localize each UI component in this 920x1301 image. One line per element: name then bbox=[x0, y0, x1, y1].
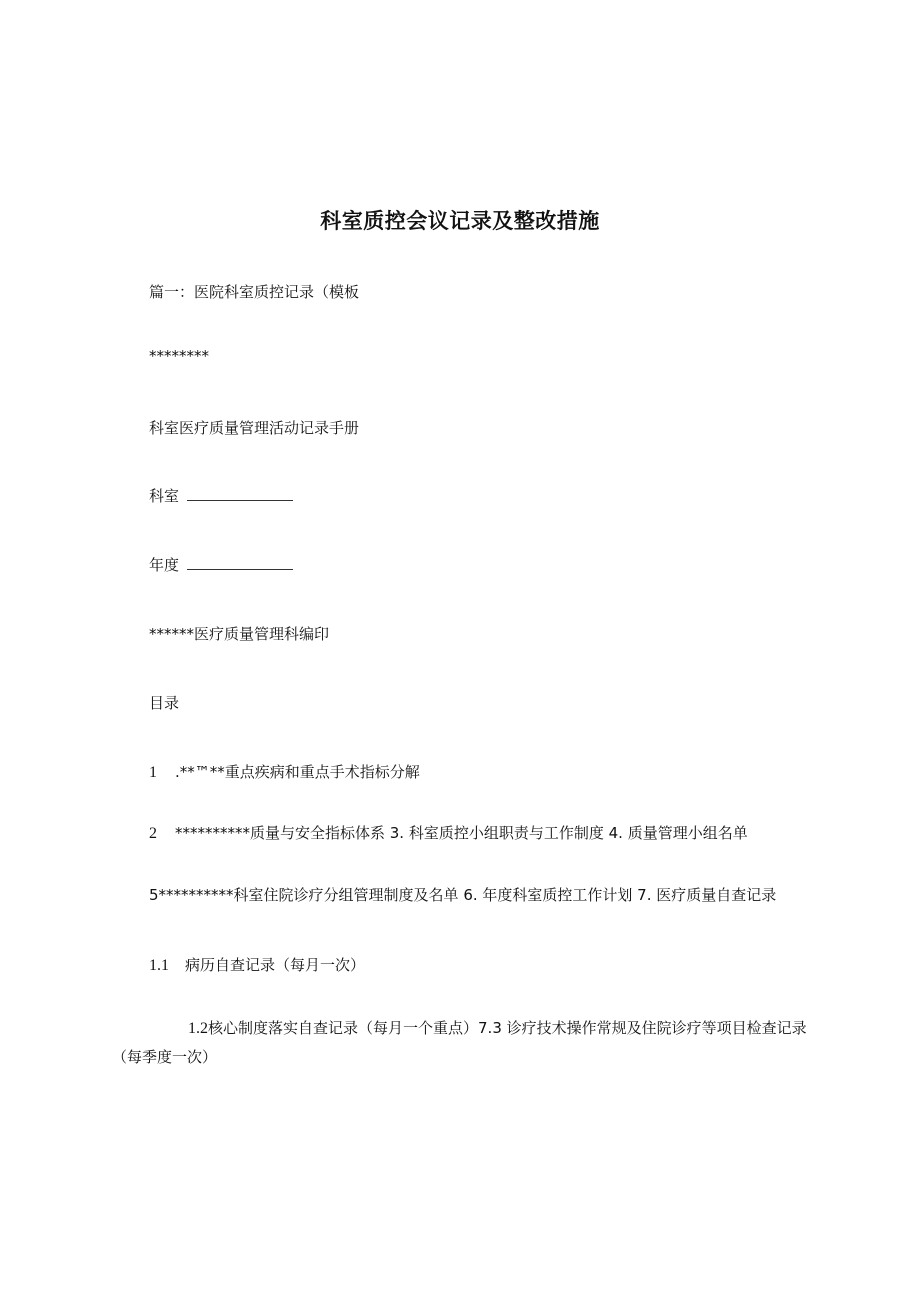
year-field bbox=[149, 555, 293, 575]
toc-item-1-text: .**™**重点疾病和重点手术指标分解 bbox=[175, 763, 420, 781]
manual-title: 科室医疗质量管理活动记录手册 bbox=[149, 419, 360, 437]
toc-heading: 目录 bbox=[149, 694, 180, 712]
toc-item-7-1-number: 1.1 bbox=[149, 957, 169, 974]
toc-item-2-number: 2 bbox=[149, 825, 157, 842]
toc-item-7-2 bbox=[112, 1014, 812, 1071]
hospital-placeholder: ******** bbox=[149, 347, 209, 365]
publisher-line: ******医疗质量管理科编印 bbox=[149, 625, 330, 643]
department-field bbox=[149, 486, 293, 506]
department-label: 科室 bbox=[149, 487, 180, 505]
year-blank-line bbox=[187, 555, 293, 570]
toc-item-2-text: **********质量与安全指标体系 3. 科室质控小组职责与工作制度 4. 质量管理小组名单 bbox=[175, 824, 748, 842]
toc-item-7-1 bbox=[149, 955, 365, 976]
toc-item-7-2-text: 核心制度落实自查记录（每月一个重点）7.3 诊疗技术操作常规及住院诊疗等项目检查记录（每季度一次） bbox=[112, 1019, 807, 1066]
toc-item-1-number: 1 bbox=[149, 764, 157, 781]
toc-item-1 bbox=[149, 762, 420, 783]
document-title: 科室质控会议记录及整改措施 bbox=[320, 209, 600, 233]
toc-item-7-1-text: 病历自查记录（每月一次） bbox=[185, 956, 366, 974]
department-blank-line bbox=[187, 486, 293, 501]
toc-item-2 bbox=[149, 823, 748, 844]
section-heading: 篇一：医院科室质控记录（模板 bbox=[149, 283, 360, 301]
year-label: 年度 bbox=[149, 556, 180, 574]
toc-item-7-2-number: 1.2 bbox=[188, 1020, 208, 1037]
toc-item-5: 5**********科室住院诊疗分组管理制度及名单 6. 年度科室质控工作计划 7. 医疗质量自查记录 bbox=[149, 886, 777, 904]
